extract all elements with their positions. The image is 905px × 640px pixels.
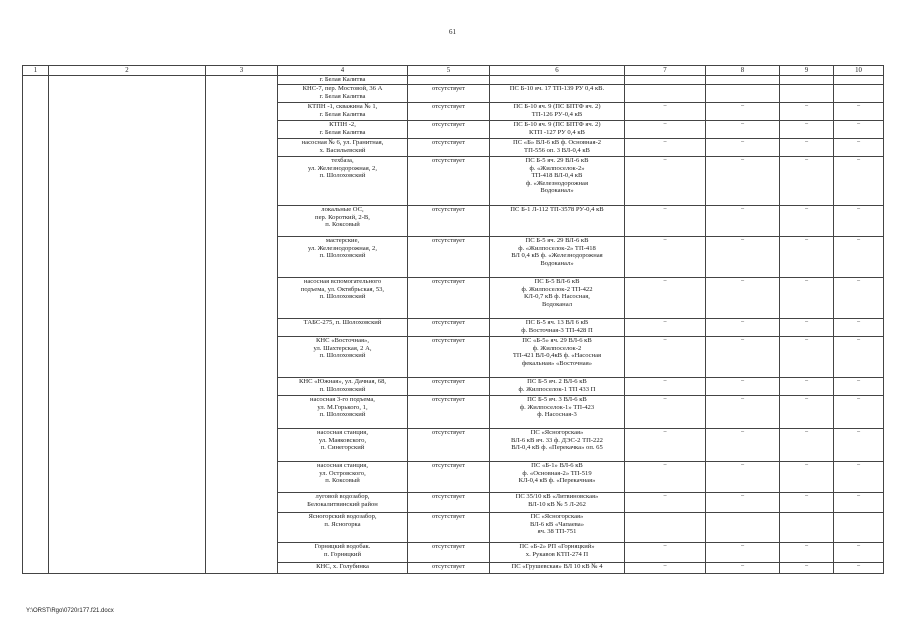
facility-text: п. Шолоховский [319,385,366,393]
value-cell-7: − [625,378,706,396]
value-cell-8: − [706,319,780,337]
facility-cell [278,462,408,493]
facility-text: насосная вспомогательного [303,278,382,285]
value-cell-9 [780,76,834,85]
power-source-text: ПС «Ясногорская» [530,513,584,520]
facility-cell [278,278,408,319]
facility-cell [278,378,408,396]
value-cell-7: − [625,103,706,121]
power-source-text: ТП-126 РУ-0,4 кВ [531,110,583,118]
merged-cell-col-3 [206,76,278,574]
facility-text: КНС «Южная», ул. Дачная, 68, [298,378,387,385]
backup-source-cell: отсутствует [408,493,490,513]
facility-text: ул. Железнодорожная, 2, [308,164,377,172]
value-cell-10: − [834,278,884,319]
facility-text: КТПН -2, [329,121,356,128]
facility-text: х. Васильевский [319,146,366,154]
facility-cell [278,237,408,278]
value-cell-7: − [625,493,706,513]
document-table-wrapper [22,65,883,574]
facility-cell [278,513,408,543]
value-cell-10: − [834,563,884,574]
value-cell-8: − [706,337,780,378]
value-cell-9: − [780,139,834,157]
backup-source-cell: отсутствует [408,396,490,429]
value-cell-10: − [834,139,884,157]
merged-cell-col-2 [49,76,206,574]
value-cell-8 [706,76,780,85]
value-cell-8: − [706,103,780,121]
value-cell-10: − [834,121,884,139]
facility-cell [278,121,408,139]
facility-text: КНС, х. Голубинка [316,563,369,570]
power-source-text: ПС Б-5 яч. 2 ВЛ-6 кВ [527,378,587,385]
value-cell-7 [625,513,706,543]
power-source-cell [490,563,625,574]
power-source-cell [490,237,625,278]
power-source-cell [490,157,625,206]
value-cell-9 [780,513,834,543]
power-source-cell [490,493,625,513]
power-source-text: Водоканал» [540,259,574,267]
facility-cell [278,85,408,103]
backup-source-cell: отсутствует [408,103,490,121]
facility-text: п. Шолоховский [319,293,366,301]
value-cell-9: − [780,319,834,337]
value-cell-10: − [834,396,884,429]
power-source-text: ф. Жилпоселок-1 ТП 433 П [518,385,596,393]
backup-source-cell: отсутствует [408,337,490,378]
facility-text: луговой водозабор, [315,493,370,500]
value-cell-9: − [780,121,834,139]
value-cell-9: − [780,278,834,319]
value-cell-8: − [706,139,780,157]
value-cell-7 [625,76,706,85]
power-source-text: ПС Б-5 яч. 3 ВЛ-6 кВ [527,396,587,403]
column-header-7: 7 [625,66,706,76]
facility-cell [278,337,408,378]
table-row [23,76,884,85]
value-cell-8: − [706,378,780,396]
value-cell-9: − [780,157,834,206]
facility-text: ул. Шахтерская, 2 А, [313,344,372,352]
facility-cell [278,157,408,206]
backup-source-cell: отсутствует [408,563,490,574]
column-header-10: 10 [834,66,884,76]
value-cell-10 [834,76,884,85]
facility-text: п. Шолоховский [319,411,366,419]
power-source-text: ПС «Б-5» яч. 29 ВЛ-6 кВ [522,337,592,344]
power-source-text: ф. «Основная-2» ТП-519 [522,469,592,477]
value-cell-9: − [780,378,834,396]
power-source-text: КЛ-0,7 кВ ф. Насосная, [524,293,590,301]
power-source-cell [490,337,625,378]
power-source-text: Водоканал [542,300,572,308]
facility-cell [278,206,408,237]
value-cell-8: − [706,563,780,574]
power-source-cell [490,429,625,462]
value-cell-9: − [780,337,834,378]
column-header-3: 3 [206,66,278,76]
value-cell-7: − [625,337,706,378]
backup-source-cell: отсутствует [408,157,490,206]
value-cell-10: − [834,462,884,493]
facility-text: п. Коксовый [325,221,360,229]
facility-text: КНС-7, пер. Мостовой, 36 А [302,85,383,92]
facility-text: г. Белая Калитва [319,92,366,100]
column-header-2: 2 [49,66,206,76]
power-source-cell [490,76,625,85]
value-cell-9: − [780,429,834,462]
facility-text: п. Коксовый [325,477,360,485]
value-cell-8: − [706,396,780,429]
power-source-text: фекальная» «Восточная» [521,359,593,367]
backup-source-cell [408,76,490,85]
value-cell-7: − [625,396,706,429]
value-cell-9: − [780,563,834,574]
power-source-text: ф. «Жилпоселок-2» ТП-418 [518,244,596,252]
facility-text: ул. Островского, [319,469,366,477]
facility-cell [278,396,408,429]
value-cell-7 [625,85,706,103]
value-cell-8: − [706,206,780,237]
table-body [23,76,884,574]
power-source-text: ПС «Б-2» РП «Горняцкий» [519,543,595,550]
power-source-text: ПС Б-5 яч. 29 ВЛ-6 кВ [525,237,589,244]
value-cell-10: − [834,103,884,121]
power-source-text: ТП-556 оп. 3 ВЛ-0,4 кВ [524,146,590,154]
value-cell-8: − [706,237,780,278]
value-cell-7: − [625,319,706,337]
power-source-text: ПС «Б» ВЛ-6 кВ ф. Основная-2 [512,139,602,146]
backup-source-cell: отсутствует [408,85,490,103]
facility-cell [278,493,408,513]
power-source-text: ВЛ-6 кВ «Чапаева» [529,520,585,528]
backup-source-cell: отсутствует [408,462,490,493]
facility-text: п. Шолоховский [319,252,366,260]
column-header-4: 4 [278,66,408,76]
value-cell-9 [780,85,834,103]
value-cell-9: − [780,396,834,429]
facility-text: г. Белая Калитва [319,76,366,83]
value-cell-10: − [834,543,884,563]
value-cell-8: − [706,462,780,493]
backup-source-cell: отсутствует [408,513,490,543]
power-source-text: Водоканал» [540,187,574,195]
backup-source-cell: отсутствует [408,121,490,139]
facility-text: г. Белая Калитва [319,110,366,118]
value-cell-8 [706,513,780,543]
power-source-text: ПС Б-5 яч. 13 ВЛ 6 кВ [525,319,589,326]
facility-text: ул. Маяковского, [318,436,367,444]
power-source-text: яч. 38 ТП-751 [537,528,577,536]
facility-text: п. Шолоховский [319,172,366,180]
power-source-text: ф. Жилпоселок-2 ТП-422 [521,285,593,293]
power-source-text: ТП-418 ВЛ-0,4 кВ [531,172,583,180]
value-cell-10: − [834,429,884,462]
power-source-cell [490,462,625,493]
facility-text: насосная станция, [317,462,368,469]
power-source-cell [490,139,625,157]
facility-text: п. Синегорский [320,444,365,452]
facility-text: подъема, ул. Октябрьская, 53, [300,285,385,293]
power-source-text: ВЛ-0,4 кВ ф. «Перекачка» оп. 65 [511,444,603,452]
power-source-text: КТП -127 РУ 0,4 кВ [529,128,585,136]
value-cell-9: − [780,237,834,278]
backup-source-cell: отсутствует [408,237,490,278]
facility-text: п. Шолоховский [319,352,366,360]
value-cell-8: − [706,278,780,319]
facility-text: п. Ясногорка [324,520,361,528]
facility-text: КНС «Восточная», [316,337,369,344]
power-source-text: ПС Б-1 Л-112 ТП-3578 РУ-0,4 кВ [510,206,604,213]
facility-text: п. Горняцкий [323,550,361,558]
power-source-text: ВЛ 0,4 кВ ф. «Железнодорожная [511,252,603,260]
power-source-text: ТП-421 ВЛ-0,4кВ ф. «Насосная [512,352,602,360]
value-cell-9: − [780,462,834,493]
power-source-cell [490,378,625,396]
facility-cell [278,319,408,337]
power-source-text: ф. «Железнодорожная [525,179,589,187]
power-source-text: ф. Насосная-3 [537,411,577,419]
power-source-text: ПС Б-10 яч. 9 (ПС БПТФ яч. 2) [513,103,601,110]
column-header-8: 8 [706,66,780,76]
column-header-5: 5 [408,66,490,76]
value-cell-10: − [834,237,884,278]
facility-text: ТАБС-275, п. Шолоховский [303,319,382,326]
backup-source-cell: отсутствует [408,378,490,396]
value-cell-7: − [625,139,706,157]
power-source-text: ПС Б-5 ВЛ-6 кВ [534,278,580,285]
value-cell-7: − [625,121,706,139]
facility-cell [278,139,408,157]
power-source-text: ВЛ-10 кВ № 5 Л-262 [528,500,586,508]
power-source-text: ф. «Жилпоселок-2» [529,164,585,172]
power-source-cell [490,396,625,429]
facility-cell [278,563,408,574]
value-cell-9: − [780,543,834,563]
value-cell-10 [834,513,884,543]
value-cell-10: − [834,493,884,513]
backup-source-cell: отсутствует [408,278,490,319]
power-source-cell [490,513,625,543]
value-cell-8: − [706,543,780,563]
value-cell-7: − [625,157,706,206]
power-source-text: ПС Б-5 яч. 29 ВЛ-6 кВ [525,157,589,164]
facility-cell [278,76,408,85]
facility-cell [278,429,408,462]
value-cell-10: − [834,206,884,237]
value-cell-9: − [780,493,834,513]
value-cell-10: − [834,157,884,206]
value-cell-7: − [625,429,706,462]
facility-cell [278,103,408,121]
power-source-cell [490,319,625,337]
value-cell-9: − [780,103,834,121]
backup-source-cell: отсутствует [408,543,490,563]
value-cell-7: − [625,206,706,237]
facility-text: техбаза, [331,157,354,164]
facility-text: насосная станция, [317,429,368,436]
power-source-cell [490,103,625,121]
column-number-row [23,66,884,76]
facility-text: Белокалитвинский район [307,500,378,508]
facility-text: г. Белая Калитва [319,128,366,136]
facility-text: насосная № 6, ул. Гранитная, [301,139,384,146]
value-cell-10 [834,85,884,103]
value-cell-7: − [625,237,706,278]
facility-text: мастерские, [325,237,360,244]
power-source-text: ПС 35/10 кВ «Литвиновская» [515,493,599,500]
power-source-text: х. Рукавов КТП-274 П [525,550,589,558]
value-cell-7: − [625,278,706,319]
facility-text: Горняцкий водобак. [314,543,371,550]
merged-cell-col-1 [23,76,49,574]
facility-text: ул. Железнодорожная, 2, [308,244,377,252]
power-source-text: ф. Восточная-3 ТП-428 П [521,326,593,334]
backup-source-cell: отсутствует [408,206,490,237]
backup-source-cell: отсутствует [408,139,490,157]
value-cell-10: − [834,378,884,396]
value-cell-8: − [706,429,780,462]
value-cell-8: − [706,121,780,139]
value-cell-7: − [625,543,706,563]
power-source-cell [490,206,625,237]
facility-cell [278,543,408,563]
column-header-9: 9 [780,66,834,76]
power-source-cell [490,543,625,563]
facility-text: пер. Короткий, 2-В, [315,213,370,221]
value-cell-8: − [706,157,780,206]
power-source-text: ПС «Грушевская» ВЛ 10 кВ № 4 [511,563,603,570]
power-source-cell [490,121,625,139]
file-path-footer: Y:\ORST\Rgo\0720r177.f21.docx [26,608,114,614]
page-number: 61 [449,28,456,36]
power-source-text: КЛ-0,4 кВ ф. «Перекачная» [518,477,596,485]
facility-text: Ясногорский водозабор, [308,513,377,520]
power-source-text: ПС «Ясногорская» [530,429,584,436]
power-source-text: ПС Б-10 яч. 17 ТП-139 РУ 0,4 кВ. [509,85,605,92]
power-source-text: ВЛ-6 кВ яч. 33 ф. ДЭС-2 ТП-222 [511,436,603,444]
facility-text: КТПН -1, скважина № 1, [307,103,378,110]
value-cell-7: − [625,462,706,493]
power-source-text: ф. Жилпоселок-2 [532,344,582,352]
value-cell-9: − [780,206,834,237]
value-cell-7: − [625,563,706,574]
power-source-cell [490,278,625,319]
facility-text: локальные ОС, [321,206,364,213]
value-cell-10: − [834,319,884,337]
power-source-text: ф. Жилпоселок-1» ТП-423 [519,403,595,411]
backup-source-cell: отсутствует [408,319,490,337]
value-cell-8 [706,85,780,103]
value-cell-8: − [706,493,780,513]
power-source-text: ПС Б-10 яч. 9 (ПС БПТФ яч. 2) [513,121,601,128]
power-source-cell [490,85,625,103]
power-supply-table [22,65,884,574]
power-source-text: ПС «Б-1» ВЛ-6 кВ [531,462,583,469]
column-header-6: 6 [490,66,625,76]
facility-text: насосная 3-го подъема, [310,396,375,403]
backup-source-cell: отсутствует [408,429,490,462]
value-cell-10: − [834,337,884,378]
column-header-1: 1 [23,66,49,76]
facility-text: ул. М.Горького, 1, [317,403,368,411]
